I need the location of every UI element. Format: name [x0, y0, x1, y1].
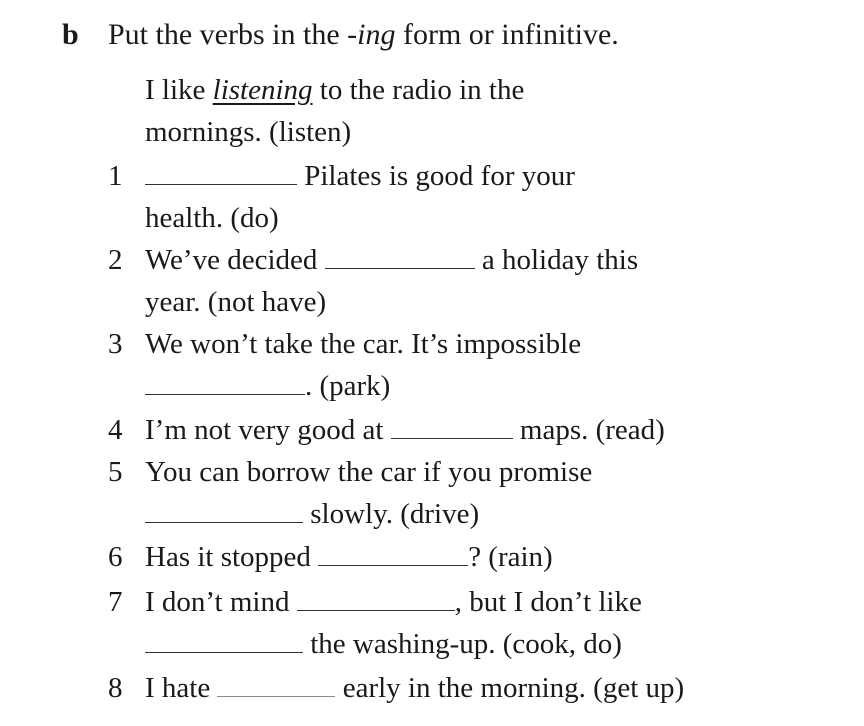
answer-blank[interactable]: [318, 543, 468, 566]
answer-blank[interactable]: [391, 416, 513, 439]
example-answer: listening: [212, 74, 313, 106]
exercise-letter: b: [62, 18, 79, 51]
item-4-line-1: [145, 416, 665, 445]
item-number: 6: [108, 541, 123, 573]
item-8-line-1: [145, 674, 684, 703]
item-number: 7: [108, 586, 123, 618]
item-7-line-2: [145, 630, 622, 659]
item-7-line-1: [145, 588, 642, 617]
answer-blank[interactable]: [145, 372, 305, 395]
item-number: 1: [108, 160, 123, 192]
item-1-line-2: health. (do): [145, 202, 279, 234]
answer-blank[interactable]: [145, 162, 297, 185]
item-5-line-1: You can borrow the car if you promise: [145, 456, 593, 488]
item-text: . (park): [305, 370, 391, 402]
item-text: I’m not very good at: [145, 414, 391, 446]
item-text: maps. (read): [512, 414, 665, 446]
answer-blank[interactable]: [145, 630, 303, 653]
item-text: , but I don’t like: [454, 586, 642, 618]
item-text: early in the morning. (get up): [335, 672, 685, 704]
item-2-line-1: [145, 246, 638, 275]
item-text: slowly. (drive): [303, 498, 480, 530]
item-text: ? (rain): [468, 541, 553, 573]
item-text: Pilates is good for your: [297, 160, 575, 192]
answer-blank[interactable]: [145, 500, 303, 523]
item-number: 4: [108, 414, 123, 446]
item-text: We’ve decided: [145, 244, 325, 276]
example-post: to the radio in the: [312, 74, 525, 106]
answer-blank[interactable]: [217, 674, 335, 697]
item-number: 8: [108, 672, 123, 704]
item-5-line-2: [145, 500, 479, 529]
item-3-line-1: We won’t take the car. It’s impossible: [145, 328, 582, 360]
instruction-em: ing: [357, 18, 396, 51]
example-line-2: mornings. (listen): [145, 116, 352, 148]
answer-blank[interactable]: [325, 246, 475, 269]
example-line-1: [145, 76, 524, 105]
item-2-line-2: year. (not have): [145, 286, 327, 318]
item-number: 5: [108, 456, 123, 488]
exercise-heading: [62, 18, 619, 52]
item-number: 2: [108, 244, 123, 276]
item-number: 3: [108, 328, 123, 360]
answer-blank[interactable]: [297, 588, 455, 611]
item-text: a holiday this: [474, 244, 639, 276]
item-3-line-2: [145, 372, 390, 401]
item-6-line-1: [145, 543, 553, 572]
instruction-post: form or infinitive.: [395, 18, 619, 51]
example-pre: I like: [145, 74, 213, 106]
item-text: I don’t mind: [145, 586, 297, 618]
item-text: the washing-up. (cook, do): [303, 628, 622, 660]
instruction-pre: Put the verbs in the -: [108, 18, 358, 51]
item-text: Has it stopped: [145, 541, 319, 573]
item-1-line-1: [145, 162, 575, 191]
item-text: I hate: [145, 672, 218, 704]
